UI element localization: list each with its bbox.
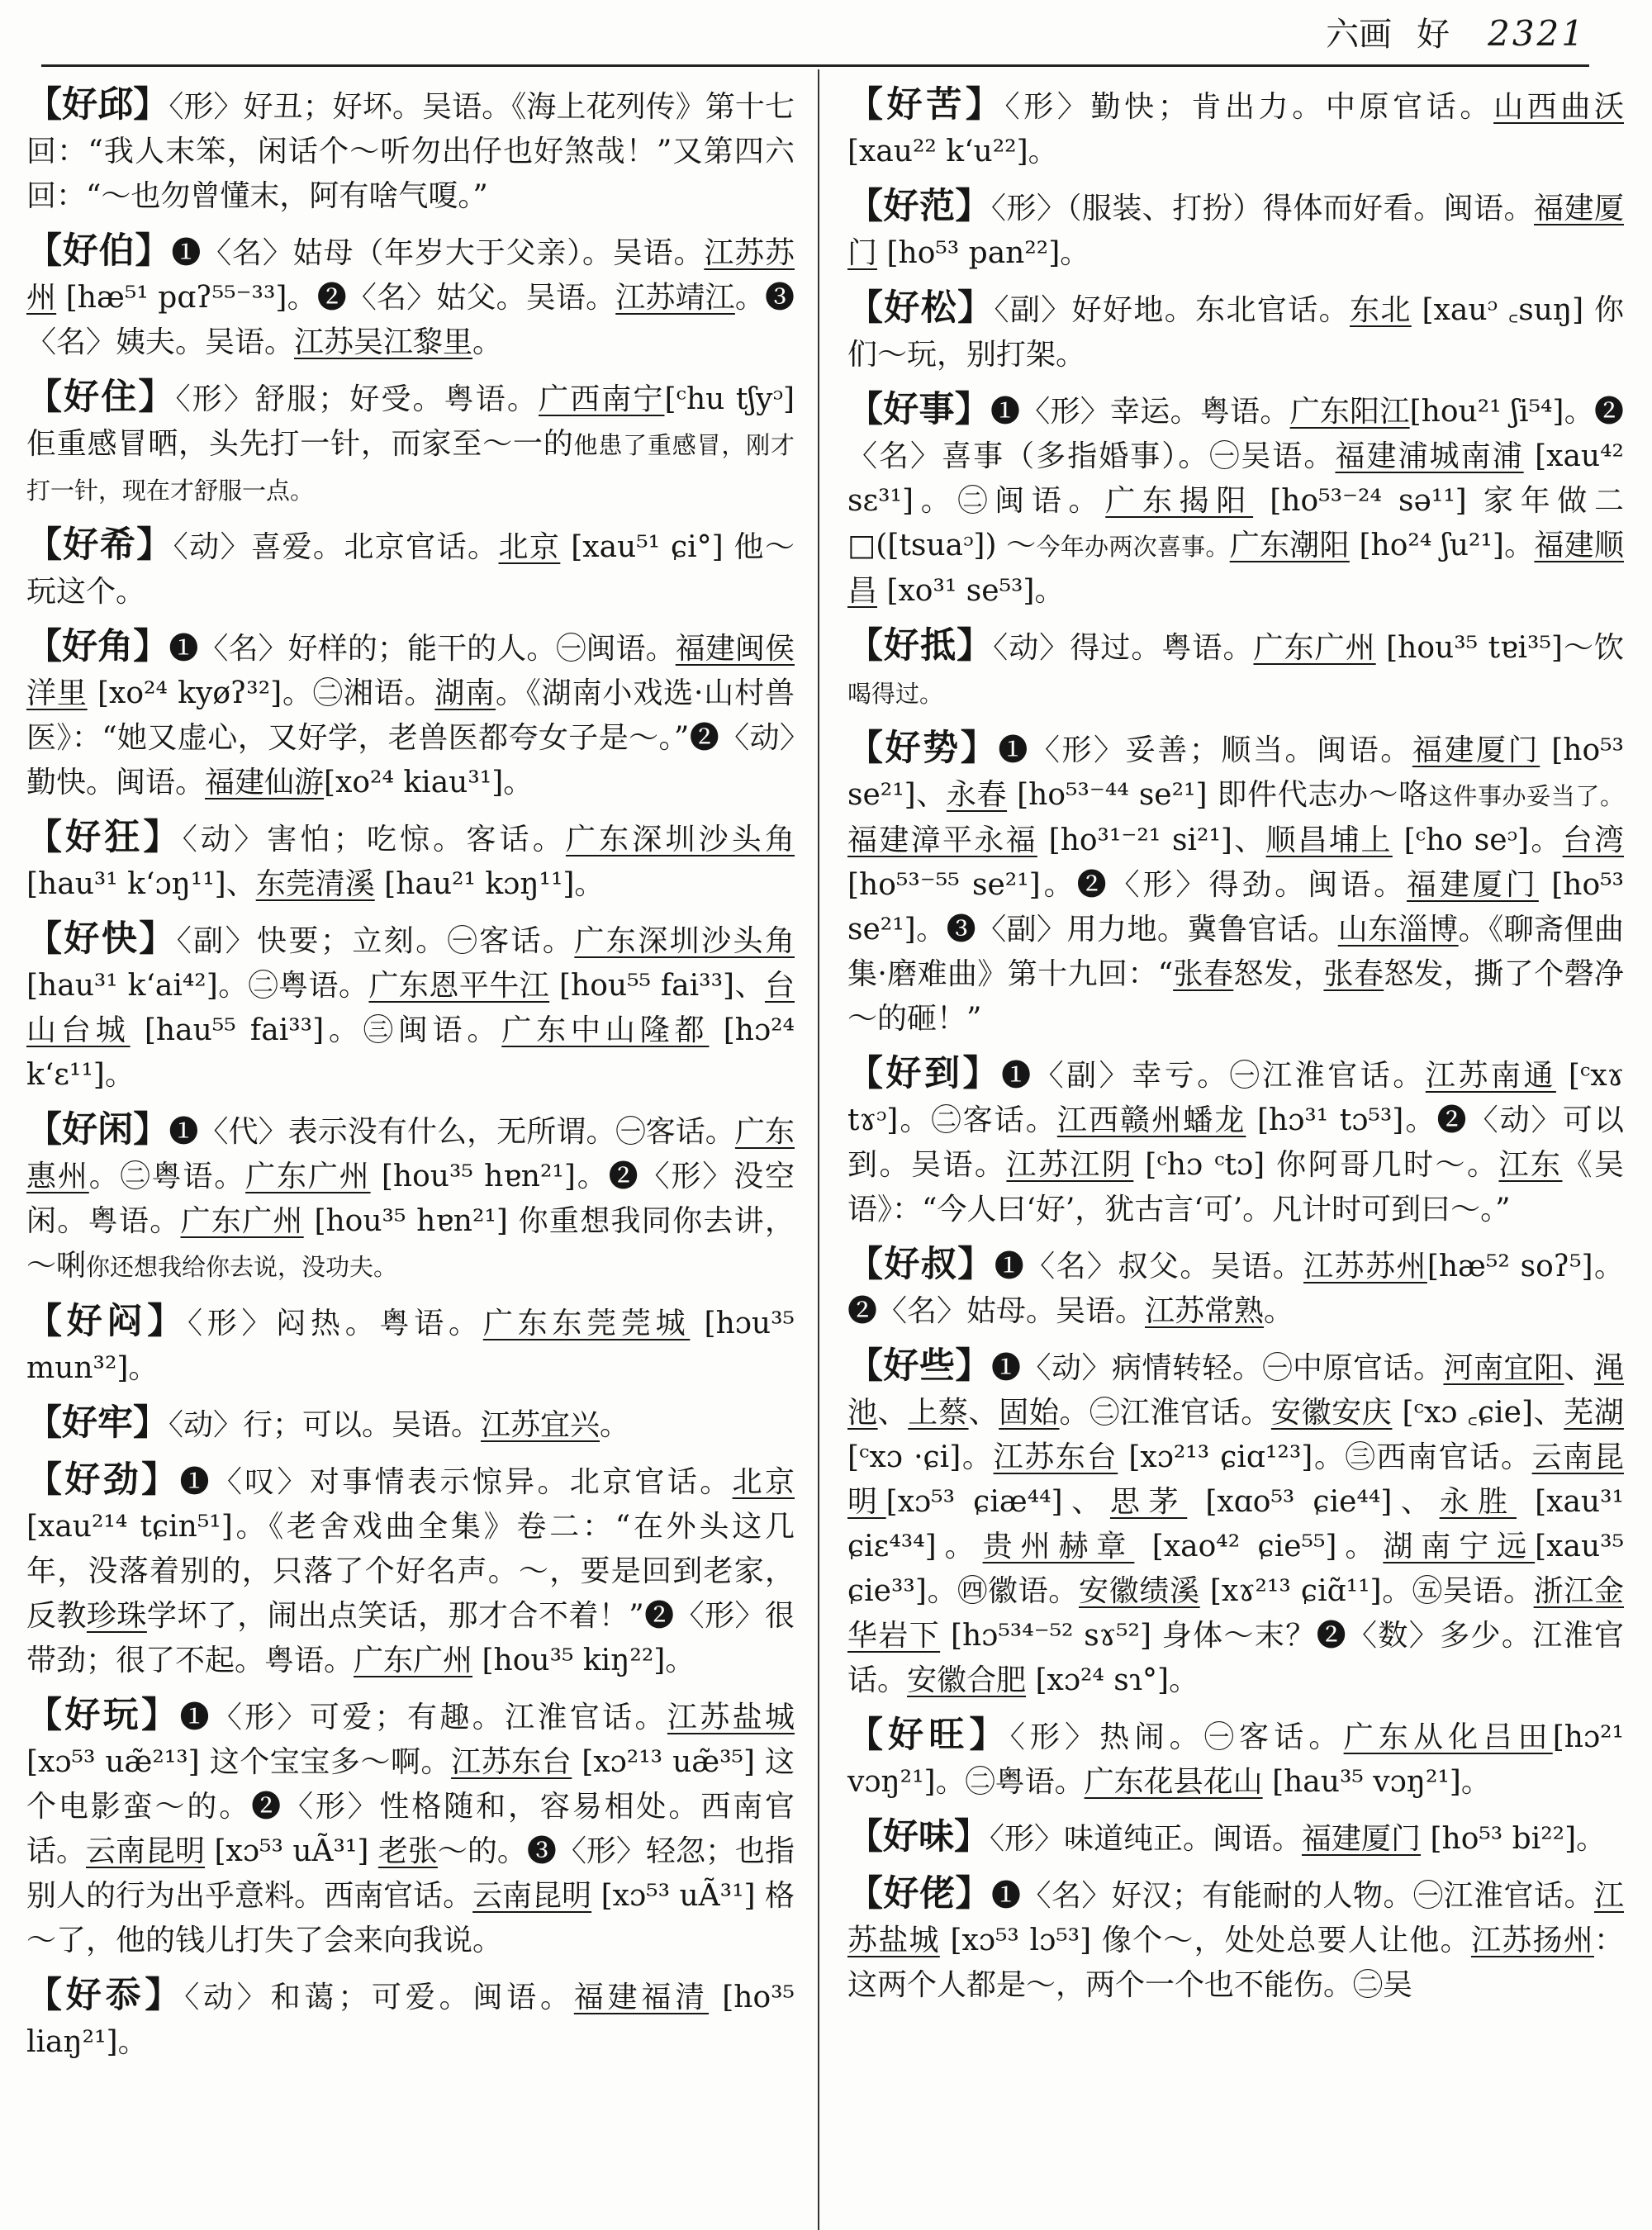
proper-name: 广东中山隆都 xyxy=(501,1013,710,1047)
dictionary-entry xyxy=(26,1108,795,1289)
definition-text: 、 xyxy=(968,1396,999,1430)
proper-name: 云南昆明 xyxy=(86,1834,206,1868)
definition-text: [hou³⁵ tɐi³⁵]～饮 xyxy=(1375,631,1624,665)
definition-text: ❶〈名〉叔父。吴语。 xyxy=(994,1250,1304,1283)
proper-name: 芜湖 xyxy=(1564,1396,1624,1430)
dictionary-entry xyxy=(26,1458,795,1683)
dictionary-entry xyxy=(26,83,795,219)
definition-text: ❶〈代〉表示没有什么，无所谓。㊀客话。 xyxy=(169,1115,735,1149)
definition-text: 〈动〉和蔼；可爱。闽语。 xyxy=(184,1981,574,2014)
definition-text: 怒发， xyxy=(1233,957,1324,991)
gloss-text: 今年办两次喜事。 xyxy=(1036,533,1230,561)
headword: 【好闷】 xyxy=(26,1301,188,1342)
dictionary-entry xyxy=(847,1051,1624,1232)
definition-text: 〈形〉好丑；好坏。吴语。《海上花列传》第十七回：“我人末笨，闲话个～听勿出仔也好煞哉！”又第四六回：“～也勿曾懂末，阿有啥气嗄。” xyxy=(26,90,795,213)
proper-name: 湖南 xyxy=(434,676,496,710)
definition-text: [ᶜxɤ tɤᵓ]。㊁客话。 xyxy=(847,1059,1624,1137)
definition-text: ❶〈名〉好样的；能干的人。㊀闽语。 xyxy=(169,632,676,666)
definition-text: ❶〈形〉妥善；顺当。闽语。 xyxy=(998,733,1412,767)
dictionary-entry xyxy=(847,1713,1624,1805)
definition-text: ❶〈名〉好汉；有能耐的人物。㊀江淮官话。 xyxy=(991,1879,1594,1913)
definition-text: ❶〈叹〉对事情表示惊异。北京官话。 xyxy=(179,1465,733,1499)
proper-name: 广东惠州 xyxy=(26,1115,795,1193)
definition-text: [xau²¹⁴ tɕin⁵¹]。《老舍戏曲全集》卷二：“在外头这几年，没落着别的，只落了个好名声。～，要是回到老家，反教 xyxy=(26,1510,795,1633)
proper-name: 江苏宜兴 xyxy=(481,1408,601,1442)
gloss-text: 喝得过。 xyxy=(847,680,944,708)
headword: 【好快】 xyxy=(26,918,177,960)
definition-text: 、 xyxy=(877,1396,909,1430)
definition-text: [ho²⁴ ʃu²¹]。 xyxy=(1349,529,1535,562)
dictionary-entry xyxy=(847,1815,1624,1862)
definition-text: [ho⁵³ se²¹]。❸〈副〉用力地。冀鲁官话。 xyxy=(847,868,1624,947)
dictionary-entry xyxy=(26,1401,795,1448)
definition-text: 〈副〉快要；立刻。㊀客话。 xyxy=(176,924,575,958)
definition-text: [ᶜhɔ ᶜtɔ] 你阿哥几时～。 xyxy=(1133,1148,1499,1182)
definition-text: [hou²¹ ʃi⁵⁴]。❷〈名〉喜事（多指婚事）。㊀吴语。 xyxy=(847,395,1624,473)
definition-text: [ho³¹⁻²¹ si²¹]、 xyxy=(1037,823,1266,857)
header-character: 好 xyxy=(1417,16,1450,54)
definition-text: [hæ⁵¹ pɑʔ⁵⁵⁻³³]。❷〈名〉姑父。吴语。 xyxy=(56,281,616,315)
gloss-text: 你还想我给你去说，没功夫。 xyxy=(86,1253,398,1281)
dictionary-entry xyxy=(847,184,1624,276)
dictionary-entry xyxy=(26,1973,795,2065)
page-number: 2321 xyxy=(1488,13,1586,54)
definition-text: 、 xyxy=(1564,1351,1594,1385)
definition-text: 〈动〉喜爱。北京官话。 xyxy=(173,530,499,564)
definition-text: [ᶜxɔ ·ɕi]。 xyxy=(847,1440,994,1474)
definition-text: [xɑo⁵³ ɕie⁴⁴]、 xyxy=(1187,1485,1440,1519)
definition-text: 。㊁粤语。 xyxy=(88,1160,246,1193)
proper-name: 广东从化吕田 xyxy=(1343,1720,1553,1754)
definition-text: 。 xyxy=(1264,1294,1294,1328)
proper-name: 福建厦门 xyxy=(847,192,1624,270)
definition-text: [ᶜho seᵓ]。 xyxy=(1392,823,1563,857)
dictionary-entry xyxy=(26,1693,795,1963)
definition-text: 《吴语》：“今人曰‘好’，犹古言‘可’。凡计时可到曰～。” xyxy=(847,1148,1624,1226)
definition-text: [hau³¹ kʻai⁴²]。㊁粤语。 xyxy=(26,969,369,1003)
proper-name: 广东东莞莞城 xyxy=(482,1307,691,1340)
proper-name: 河南宜阳 xyxy=(1443,1351,1564,1385)
proper-name: 顺昌埔上 xyxy=(1265,823,1393,857)
dictionary-entry xyxy=(847,286,1624,377)
proper-name: 福建漳平永福 xyxy=(847,823,1037,857)
definition-text: [xo²⁴ kiau³¹]。 xyxy=(324,766,534,799)
proper-name: 广东深圳沙头角 xyxy=(574,924,795,958)
dictionary-entry xyxy=(847,1872,1624,2008)
definition-text: [xau⁴² sɛ³¹]。㊁闽语。 xyxy=(847,439,1624,518)
definition-text: [hɔ³¹ tɔ⁵³]。❷〈动〉可以到。吴语。 xyxy=(847,1103,1624,1182)
definition-text: ❶〈动〉病情转轻。㊀中原官话。 xyxy=(991,1351,1444,1385)
definition-text: [hou³⁵ hɐn²¹]。❷〈形〉没空闲。粤语。 xyxy=(26,1160,795,1238)
proper-name: 江西赣州蟠龙 xyxy=(1056,1103,1246,1137)
header-rule xyxy=(41,64,1589,67)
definition-text: [xɔ⁵³ uÃ³¹] xyxy=(205,1834,378,1868)
definition-text: [hau²¹ kɔŋ¹¹]。 xyxy=(374,867,605,901)
proper-name: 山东淄博 xyxy=(1337,913,1459,947)
proper-name: 云南昆明 xyxy=(847,1440,1624,1519)
proper-name: 福建浦城南浦 xyxy=(1335,439,1524,473)
definition-text: ❶〈副〉幸亏。㊀江淮官话。 xyxy=(1001,1059,1426,1093)
proper-name: 广东广州 xyxy=(245,1160,371,1193)
headword: 【好事】 xyxy=(847,389,991,430)
definition-text: [hɔ⁵³⁴⁻⁵² sɤ⁵²] 身体～末？❷〈数〉多少。江淮官话。 xyxy=(847,1619,1624,1697)
definition-text: [ᶜhu tʃyᵓ] 佢重感冒晒，头先打一针，而家至～一的 xyxy=(26,382,795,461)
definition-text: [xo²⁴ kyøʔ³²]。㊁湘语。 xyxy=(87,676,435,710)
definition-text: ❶〈形〉幸运。粤语。 xyxy=(990,395,1290,429)
definition-text: 〈动〉得过。粤语。 xyxy=(993,631,1254,665)
proper-name: 安徽绩溪 xyxy=(1078,1574,1200,1608)
proper-name: 江苏扬州 xyxy=(1470,1924,1594,1957)
headword: 【好到】 xyxy=(847,1053,1002,1094)
proper-name: 永胜 xyxy=(1439,1485,1517,1519)
definition-text: [xɔ⁵³ uæ̃²¹³] 这个宝宝多～啊。 xyxy=(26,1745,452,1779)
proper-name: 江苏常熟 xyxy=(1145,1294,1265,1328)
headword: 【好伯】 xyxy=(26,230,172,272)
definition-text: 〈形〉舒服；好受。粤语。 xyxy=(175,382,539,416)
definition-text: [ho⁵³⁻⁵⁵ se²¹]。❷〈形〉得劲。闽语。 xyxy=(847,868,1408,902)
definition-text: [hɔu³⁵ mun³²]。 xyxy=(26,1307,795,1385)
headword: 【好忝】 xyxy=(26,1975,185,2016)
definition-text: ～的。❸〈形〉轻忽；也指别人的行为出乎意料。西南官话。 xyxy=(26,1834,795,1913)
proper-name: 福建厦门 xyxy=(1302,1822,1422,1856)
definition-text: [hɔ²¹ vɔŋ²¹]。㊁粤语。 xyxy=(847,1720,1624,1799)
definition-text: 。 xyxy=(600,1408,630,1442)
definition-text: [xɔ²¹³ ɕiɑ¹²³]。㊂西南官话。 xyxy=(1118,1440,1532,1474)
dictionary-entry xyxy=(847,83,1624,174)
proper-name: 江苏苏州 xyxy=(1303,1250,1427,1283)
definition-text: [hæ⁵² soʔ⁵]。❷〈名〉姑母。吴语。 xyxy=(847,1250,1624,1328)
definition-text: ：这两个人都是～，两个一个也不能伤。㊁吴 xyxy=(847,1924,1624,2002)
proper-name: 江苏苏州 xyxy=(26,236,795,315)
proper-name: 江苏吴江黎里 xyxy=(294,325,473,359)
proper-name: 广东潮阳 xyxy=(1229,529,1350,562)
proper-name: 广东深圳沙头角 xyxy=(565,823,795,856)
proper-name: 广东阳江 xyxy=(1289,395,1410,429)
dictionary-entry xyxy=(847,1242,1624,1334)
left-column xyxy=(26,83,795,2075)
dictionary-entry xyxy=(26,1299,795,1391)
proper-name: 北京 xyxy=(498,530,561,564)
definition-text: 〈形〉味道纯正。闽语。 xyxy=(990,1822,1303,1856)
headword: 【好角】 xyxy=(26,626,169,667)
dictionary-entry xyxy=(26,375,795,513)
definition-text: [xau²² kʻu²²]。 xyxy=(847,135,1058,168)
proper-name: 福建顺昌 xyxy=(847,529,1624,608)
definition-text: [xɤ²¹³ ɕiɑ̃¹¹]。㊄吴语。 xyxy=(1199,1574,1534,1608)
definition-text: 怒发，撕了个磬净～的砸！” xyxy=(847,957,1624,1036)
definition-text: [ho⁵³ bi²²]。 xyxy=(1421,1822,1607,1856)
proper-name: 安徽安庆 xyxy=(1270,1396,1393,1430)
headword: 【好些】 xyxy=(847,1345,991,1387)
proper-name: 台湾 xyxy=(1562,823,1624,857)
dictionary-entry xyxy=(26,917,795,1098)
column-divider xyxy=(818,69,819,2230)
definition-text: [ho⁵³ pan²²]。 xyxy=(877,236,1090,270)
proper-name: 江苏靖江 xyxy=(615,281,735,315)
proper-name: 广东广州 xyxy=(180,1204,304,1238)
proper-name: 福建福清 xyxy=(573,1981,709,2014)
definition-text: 。《湖南小戏选·山村兽医》：“她又虚心，又好学，老兽医都夸女子是～。”❷〈动〉勤快。闽语。 xyxy=(26,676,795,799)
definition-text: 〈副〉好好地。东北官话。 xyxy=(994,293,1350,327)
definition-text: [xau³¹ ɕiɛ⁴³⁴]。 xyxy=(847,1485,1624,1563)
definition-text: 。 xyxy=(472,325,503,359)
dictionary-entry xyxy=(847,726,1624,1041)
definition-text: ❶〈名〉姑母（年岁大于父亲）。吴语。 xyxy=(171,236,705,270)
definition-text: [xo³¹ se⁵³]。 xyxy=(877,574,1065,608)
headword: 【好狂】 xyxy=(26,817,183,858)
definition-text: 。❸〈名〉姨夫。吴语。 xyxy=(26,281,795,359)
proper-name: 江苏东台 xyxy=(451,1745,572,1779)
definition-text: [xao⁴² ɕie⁵⁵]。 xyxy=(1134,1530,1384,1563)
definition-text: [hɔ²⁴ kʻɛ¹¹]。 xyxy=(26,1013,795,1092)
headword: 【好松】 xyxy=(847,287,995,329)
headword: 【好味】 xyxy=(847,1816,990,1858)
proper-name: 固始 xyxy=(999,1396,1060,1430)
definition-text: 〈动〉行；可以。吴语。 xyxy=(169,1408,482,1442)
headword: 【好旺】 xyxy=(847,1715,1010,1756)
headword: 【好住】 xyxy=(26,377,176,418)
definition-text: [xau⁵¹ ɕi°] 他～玩这个。 xyxy=(26,530,795,609)
proper-name: 老张 xyxy=(377,1834,438,1868)
proper-name: 湖南宁远 xyxy=(1383,1530,1536,1563)
definition-text: [hau³⁵ vɔŋ²¹]。 xyxy=(1262,1765,1491,1799)
definition-text: 。《聊斋俚曲集·磨难曲》第十九回：“ xyxy=(847,913,1624,991)
headword: 【好势】 xyxy=(847,728,999,769)
dictionary-entry xyxy=(26,523,795,614)
proper-name: 广东恩平牛江 xyxy=(368,969,550,1003)
proper-name: 山西曲沃 xyxy=(1493,90,1624,124)
definition-text: 学坏了，闹出点笑话，那才合不着！”❷〈形〉很带劲；很了不起。粤语。 xyxy=(26,1599,795,1677)
definition-text: [xɔ⁵³ ɕiæ⁴⁴]、 xyxy=(885,1485,1110,1519)
definition-text: 〈形〉（服装、打扮）得体而好看。闽语。 xyxy=(990,192,1535,225)
proper-name: 福建闽侯洋里 xyxy=(26,632,795,710)
gloss-text: 这件事办妥当了。 xyxy=(1428,782,1624,810)
definition-text: [hou³⁵ hɐn²¹] 你重想我同你去讲，～唎 xyxy=(26,1204,795,1283)
headword: 【好佬】 xyxy=(847,1873,991,1914)
proper-name: 渑池 xyxy=(847,1351,1624,1430)
headword: 【好苦】 xyxy=(847,84,1005,126)
dictionary-entry xyxy=(847,624,1624,716)
definition-text: [xɔ²⁴ sɿ°]。 xyxy=(1026,1663,1199,1697)
definition-text: 。㊁江淮官话。 xyxy=(1059,1396,1271,1430)
definition-text: [ho⁵³⁻⁴⁴ se²¹] 即件代志办～咯 xyxy=(1007,778,1429,812)
proper-name: 台山台城 xyxy=(26,969,795,1047)
proper-name: 广东揭阳 xyxy=(1105,484,1254,518)
headword: 【好范】 xyxy=(847,186,991,227)
right-column xyxy=(847,83,1624,2018)
proper-name: 福建仙游 xyxy=(205,766,325,799)
headword: 【好劲】 xyxy=(26,1459,180,1501)
headword: 【好邱】 xyxy=(26,84,169,126)
proper-name: 福建厦门 xyxy=(1407,868,1539,902)
definition-text: [ᶜxɔ ꜀ɕie]、 xyxy=(1392,1396,1564,1430)
definition-text: [hou⁵⁵ fai³³]、 xyxy=(549,969,765,1003)
definition-text: [xɔ⁵³ lɔ⁵³] 像个～，处处总要人让他。 xyxy=(939,1924,1471,1957)
proper-name: 广东广州 xyxy=(354,1644,473,1677)
proper-name: 永春 xyxy=(946,778,1008,812)
headword: 【好牢】 xyxy=(26,1402,169,1444)
proper-name: 上蔡 xyxy=(908,1396,969,1430)
definition-text: [hau³¹ kʻɔŋ¹¹]、 xyxy=(26,867,256,901)
definition-text: [xɔ⁵³ uÃ³¹] 格～了，他的钱儿打失了会来向我说。 xyxy=(26,1879,795,1957)
proper-name: 珍珠 xyxy=(86,1599,147,1633)
dictionary-entry xyxy=(26,229,795,365)
proper-name: 广西南宁 xyxy=(538,382,665,416)
definition-text: 〈形〉闷热。粤语。 xyxy=(188,1307,483,1340)
dictionary-entry xyxy=(847,387,1624,614)
proper-name: 江苏江阴 xyxy=(1006,1148,1134,1182)
headword: 【好希】 xyxy=(26,524,173,566)
dictionary-entry xyxy=(26,624,795,805)
dictionary-entry xyxy=(26,815,795,907)
definition-text: [ho⁵³ se²¹]、 xyxy=(847,733,1624,812)
definition-text: [hau⁵⁵ fai³³]。㊂闽语。 xyxy=(130,1013,502,1047)
proper-name: 江东 xyxy=(1498,1148,1563,1182)
definition-text: 〈动〉害怕；吃惊。客话。 xyxy=(182,823,566,856)
proper-name: 浙江金华岩下 xyxy=(847,1574,1624,1653)
proper-name: 张春 xyxy=(1323,957,1384,991)
proper-name: 北京 xyxy=(732,1465,795,1499)
headword: 【好闲】 xyxy=(26,1109,169,1151)
proper-name: 思茅 xyxy=(1109,1485,1188,1519)
definition-text: ❶〈形〉可爱；有趣。江淮官话。 xyxy=(179,1701,667,1734)
gloss-text: 他患了重感冒，刚才打一针，现在才舒服一点。 xyxy=(26,431,795,505)
proper-name: 东莞清溪 xyxy=(255,867,375,901)
proper-name: 东北 xyxy=(1349,293,1412,327)
dictionary-entry xyxy=(847,1344,1624,1703)
definition-text: [ho⁵³⁻²⁴ sə¹¹] 家年做二□([tsuaᵓ]) ～ xyxy=(847,484,1624,562)
proper-name: 广东花县花山 xyxy=(1084,1765,1263,1799)
definition-text: [xauᵓ ꜀suŋ] 你们～玩，别打架。 xyxy=(847,293,1624,372)
proper-name: 江苏盐城 xyxy=(667,1701,795,1734)
proper-name: 广东广州 xyxy=(1253,631,1376,665)
proper-name: 江苏东台 xyxy=(993,1440,1118,1474)
proper-name: 张春 xyxy=(1173,957,1234,991)
section-label: 六画 xyxy=(1326,16,1393,54)
running-header xyxy=(1326,10,1586,59)
headword: 【好玩】 xyxy=(26,1695,180,1736)
definition-text: [xau³⁵ ɕie³³]。㊃徽语。 xyxy=(847,1530,1624,1608)
definition-text: [ho³⁵ liaŋ²¹]。 xyxy=(26,1981,795,2059)
proper-name: 福建厦门 xyxy=(1412,733,1540,767)
definition-text: 〈形〉热闹。㊀客话。 xyxy=(1009,1720,1344,1754)
proper-name: 贵州赫章 xyxy=(982,1530,1135,1563)
proper-name: 江苏南通 xyxy=(1425,1059,1556,1093)
proper-name: 云南昆明 xyxy=(472,1879,592,1913)
definition-text: [hou³⁵ kiŋ²²]。 xyxy=(472,1644,695,1677)
proper-name: 安徽合肥 xyxy=(907,1663,1027,1697)
definition-text: [xɔ²¹³ uæ̃³⁵] 这个电影蛮～的。❷〈形〉性格随和，容易相处。西南官话。 xyxy=(26,1745,795,1868)
proper-name: 江苏盐城 xyxy=(847,1879,1624,1957)
headword: 【好叔】 xyxy=(847,1244,995,1285)
definition-text: 〈形〉勤快；肯出力。中原官话。 xyxy=(1004,90,1494,124)
headword: 【好抵】 xyxy=(847,625,994,667)
